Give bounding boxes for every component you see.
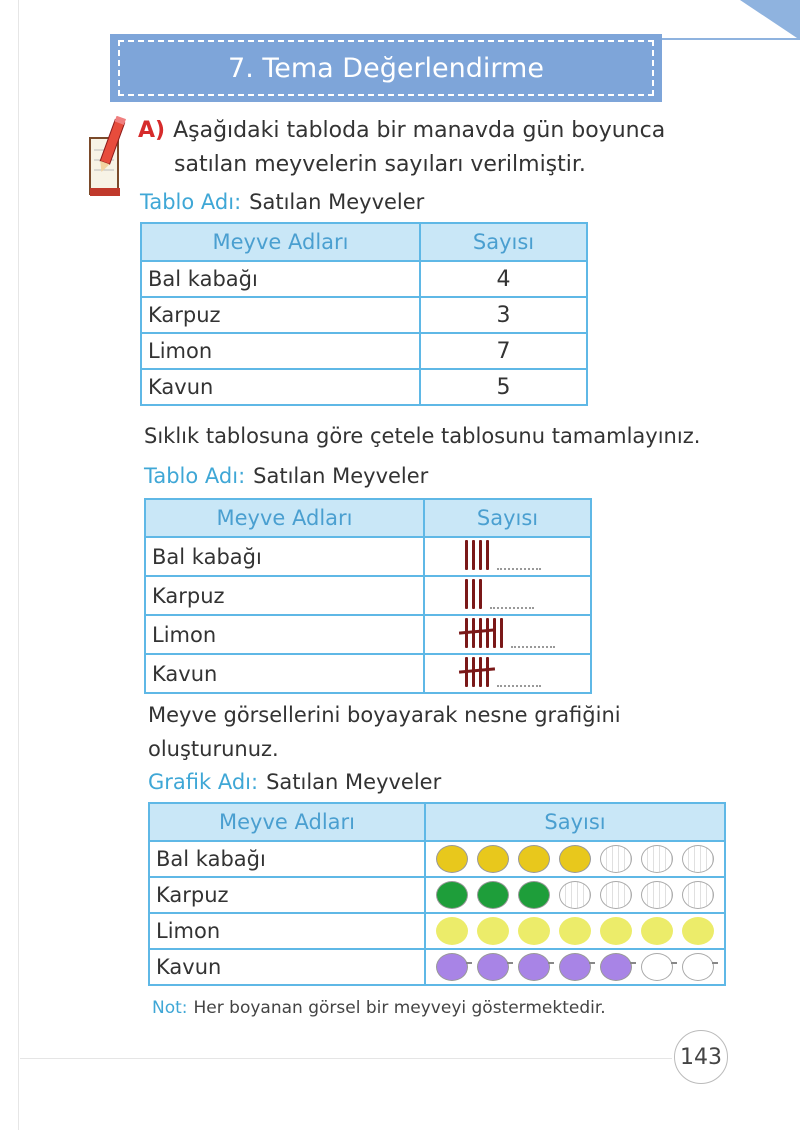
tally-table-header-count: Sayısı bbox=[424, 499, 591, 537]
table1-caption bbox=[140, 190, 424, 214]
tally-stroke bbox=[465, 579, 468, 609]
tally-cell bbox=[424, 654, 591, 693]
fruit-name: Limon bbox=[141, 333, 420, 369]
tally-stroke bbox=[486, 540, 489, 570]
fruit-count: 3 bbox=[420, 297, 587, 333]
fruit-count: 4 bbox=[420, 261, 587, 297]
question-a-line2: satılan meyvelerin sayıları verilmiştir. bbox=[174, 152, 586, 177]
tally-group bbox=[493, 618, 503, 648]
note-text: Her boyanan görsel bir meyveyi göstermektedir. bbox=[193, 998, 606, 1018]
tally-group bbox=[465, 579, 482, 609]
page-margin-line bbox=[18, 0, 19, 1130]
watermelon-icon bbox=[559, 881, 591, 909]
tally-stroke bbox=[479, 657, 482, 687]
pumpkin-icon bbox=[600, 845, 632, 873]
lemon-icon bbox=[600, 917, 632, 945]
stem-icon bbox=[671, 962, 677, 964]
tally-cell bbox=[424, 537, 591, 576]
corner-decoration bbox=[740, 0, 800, 40]
question-a-label: A) bbox=[138, 118, 166, 143]
melon-icon bbox=[682, 953, 714, 981]
table-row bbox=[145, 576, 591, 615]
lemon-icon bbox=[641, 917, 673, 945]
fruit-name: Bal kabağı bbox=[149, 841, 425, 877]
watermelon-icon bbox=[518, 881, 550, 909]
dotted-line bbox=[497, 562, 541, 570]
melon-icon bbox=[518, 953, 550, 981]
tally-cell bbox=[424, 615, 591, 654]
graph-caption bbox=[148, 770, 441, 794]
table-row bbox=[149, 913, 725, 949]
table-row bbox=[149, 877, 725, 913]
stem-icon bbox=[507, 962, 513, 964]
fruit-icons bbox=[432, 845, 718, 873]
pencil-notebook-icon bbox=[88, 116, 128, 200]
watermelon-icon bbox=[600, 881, 632, 909]
lemon-icon bbox=[518, 917, 550, 945]
table-row bbox=[141, 333, 587, 369]
tally-stroke bbox=[500, 618, 503, 648]
tally-stroke bbox=[472, 579, 475, 609]
pictograph-header-count: Sayısı bbox=[425, 803, 725, 841]
lemon-icon bbox=[477, 917, 509, 945]
table1-caption-label: Tablo Adı: bbox=[140, 190, 242, 214]
question-a-line1: Aşağıdaki tabloda bir manavda gün boyunca bbox=[173, 118, 666, 143]
dotted-line bbox=[490, 601, 534, 609]
stem-icon bbox=[630, 962, 636, 964]
pictograph-header-fruit: Meyve Adları bbox=[149, 803, 425, 841]
tally-stroke bbox=[479, 540, 482, 570]
dotted-line bbox=[497, 679, 541, 687]
table1-caption-name: Satılan Meyveler bbox=[249, 190, 425, 214]
fruit-name: Bal kabağı bbox=[141, 261, 420, 297]
tally-stroke bbox=[486, 618, 489, 648]
stem-icon bbox=[466, 962, 472, 964]
table2-caption bbox=[144, 464, 428, 488]
pictograph-table bbox=[148, 802, 726, 986]
fruit-name: Karpuz bbox=[145, 576, 424, 615]
graph-caption-name: Satılan Meyveler bbox=[266, 770, 442, 794]
tally-group bbox=[465, 657, 489, 687]
table2-caption-name: Satılan Meyveler bbox=[253, 464, 429, 488]
pumpkin-icon bbox=[518, 845, 550, 873]
melon-icon bbox=[600, 953, 632, 981]
tally-stroke bbox=[493, 618, 496, 648]
fruit-name: Karpuz bbox=[141, 297, 420, 333]
tally-stroke bbox=[479, 579, 482, 609]
lemon-icon bbox=[559, 917, 591, 945]
frequency-table-header-count: Sayısı bbox=[420, 223, 587, 261]
fruit-icons bbox=[432, 917, 718, 945]
fruit-icons bbox=[432, 953, 718, 981]
watermelon-icon bbox=[682, 881, 714, 909]
table-row bbox=[149, 841, 725, 877]
graph-instruction-line2: oluşturunuz. bbox=[148, 737, 279, 761]
question-a bbox=[138, 114, 698, 182]
watermelon-icon bbox=[641, 881, 673, 909]
tally-marks bbox=[465, 655, 541, 687]
graph-instruction bbox=[148, 698, 621, 766]
note-label: Not: bbox=[152, 998, 188, 1018]
theme-banner bbox=[110, 34, 662, 102]
tally-marks bbox=[465, 616, 555, 648]
table-row bbox=[141, 297, 587, 333]
fruit-name: Kavun bbox=[149, 949, 425, 985]
fruit-name: Kavun bbox=[145, 654, 424, 693]
tally-cell bbox=[424, 576, 591, 615]
watermelon-icon bbox=[477, 881, 509, 909]
tally-stroke bbox=[486, 657, 489, 687]
fruit-count: 5 bbox=[420, 369, 587, 405]
graph-caption-label: Grafik Adı: bbox=[148, 770, 259, 794]
stem-icon bbox=[548, 962, 554, 964]
tally-stroke bbox=[472, 540, 475, 570]
fruit-name: Bal kabağı bbox=[145, 537, 424, 576]
dotted-line bbox=[511, 640, 555, 648]
pictograph-cell bbox=[425, 877, 725, 913]
frequency-table bbox=[140, 222, 588, 406]
tally-marks bbox=[465, 538, 541, 570]
tally-group bbox=[465, 540, 489, 570]
melon-icon bbox=[436, 953, 468, 981]
fruit-name: Karpuz bbox=[149, 877, 425, 913]
fruit-name: Limon bbox=[149, 913, 425, 949]
graph-instruction-line1: Meyve görsellerini boyayarak nesne grafiğini bbox=[148, 703, 621, 727]
lemon-icon bbox=[682, 917, 714, 945]
frequency-table-header-fruit: Meyve Adları bbox=[141, 223, 420, 261]
watermelon-icon bbox=[436, 881, 468, 909]
note bbox=[152, 998, 606, 1018]
pumpkin-icon bbox=[641, 845, 673, 873]
table-row bbox=[145, 537, 591, 576]
pictograph-cell bbox=[425, 913, 725, 949]
melon-icon bbox=[477, 953, 509, 981]
melon-icon bbox=[641, 953, 673, 981]
stem-icon bbox=[589, 962, 595, 964]
fruit-count: 7 bbox=[420, 333, 587, 369]
tally-table-header-fruit: Meyve Adları bbox=[145, 499, 424, 537]
table-row bbox=[149, 949, 725, 985]
tally-stroke bbox=[479, 618, 482, 648]
tally-marks bbox=[465, 577, 534, 609]
table-row bbox=[141, 369, 587, 405]
tally-stroke bbox=[465, 540, 468, 570]
banner-title: 7. Tema Değerlendirme bbox=[118, 40, 654, 96]
page-number: 143 bbox=[674, 1030, 728, 1084]
pumpkin-icon bbox=[559, 845, 591, 873]
corner-line bbox=[660, 38, 800, 40]
fruit-name: Kavun bbox=[141, 369, 420, 405]
tally-instruction: Sıklık tablosuna göre çetele tablosunu tamamlayınız. bbox=[144, 424, 701, 448]
stem-icon bbox=[712, 962, 718, 964]
table-row bbox=[145, 615, 591, 654]
fruit-icons bbox=[432, 881, 718, 909]
footer-line bbox=[20, 1058, 672, 1059]
melon-icon bbox=[559, 953, 591, 981]
tally-table bbox=[144, 498, 592, 694]
fruit-name: Limon bbox=[145, 615, 424, 654]
table-row bbox=[145, 654, 591, 693]
pumpkin-icon bbox=[436, 845, 468, 873]
lemon-icon bbox=[436, 917, 468, 945]
pumpkin-icon bbox=[477, 845, 509, 873]
pictograph-cell bbox=[425, 949, 725, 985]
pictograph-cell bbox=[425, 841, 725, 877]
pumpkin-icon bbox=[682, 845, 714, 873]
tally-group bbox=[465, 618, 489, 648]
table-row bbox=[141, 261, 587, 297]
table2-caption-label: Tablo Adı: bbox=[144, 464, 246, 488]
